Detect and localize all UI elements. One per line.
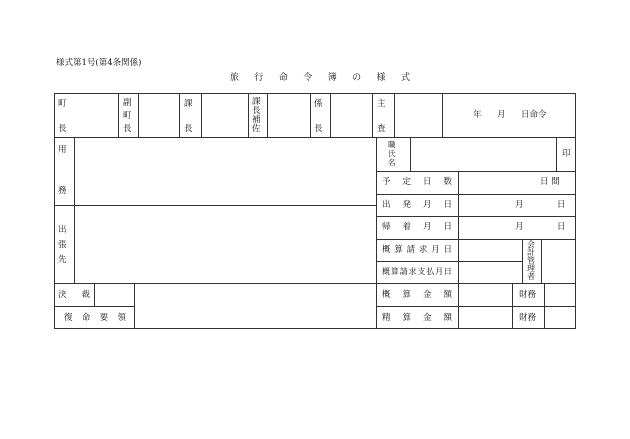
zaimu-left bbox=[512, 283, 513, 329]
hdr-div bbox=[394, 93, 395, 137]
gs-char: 請 bbox=[406, 245, 416, 255]
gs-char: 月 bbox=[431, 245, 440, 255]
r-row bbox=[376, 194, 576, 195]
header-bottom-line bbox=[54, 137, 576, 138]
title-char: 簿 bbox=[327, 73, 337, 83]
hdr-div bbox=[118, 93, 119, 137]
title-char: 様 bbox=[376, 73, 386, 83]
kessai-div bbox=[94, 283, 95, 306]
kessai-char: 決 bbox=[58, 290, 67, 300]
gsh-char: 払 bbox=[426, 267, 435, 276]
border-right bbox=[575, 93, 576, 329]
fukumei-char: 復 bbox=[64, 313, 73, 323]
kessai-label bbox=[58, 291, 90, 300]
yomu-bottom-line bbox=[54, 205, 376, 206]
gk-char: 金 bbox=[422, 290, 432, 300]
ka-label-bottom: 長 bbox=[184, 124, 193, 134]
yotei-days-unit: 日 間 bbox=[540, 177, 560, 187]
in-div bbox=[556, 137, 557, 171]
kaikei-right bbox=[541, 239, 542, 283]
gsh-char: 月 bbox=[435, 267, 444, 276]
hdr-div bbox=[201, 93, 202, 137]
shuppatsu-month: 月 bbox=[515, 200, 524, 210]
gsh-char: 求 bbox=[408, 267, 417, 276]
r-row bbox=[376, 239, 576, 240]
zaimu-label: 財務 bbox=[519, 290, 537, 300]
shuppatsu-label bbox=[382, 201, 452, 210]
travel-order-form bbox=[54, 93, 576, 329]
kaikei-label: 理 bbox=[527, 264, 535, 273]
left-lower-line bbox=[54, 283, 576, 284]
yomu-label: 務 bbox=[58, 186, 67, 196]
shucho-label: 張 bbox=[58, 240, 67, 250]
seal-label: 印 bbox=[562, 149, 571, 159]
kessai-row-line bbox=[54, 306, 134, 307]
r-row bbox=[376, 306, 576, 307]
yotei-char: 数 bbox=[443, 177, 452, 187]
zaimu-right bbox=[544, 283, 545, 329]
gsh-char: 算 bbox=[390, 267, 399, 276]
shucho-label: 出 bbox=[58, 225, 67, 235]
hdr-div bbox=[248, 93, 249, 137]
sk-char: 精 bbox=[382, 313, 391, 323]
left-body-right bbox=[134, 283, 135, 329]
kichaku-label bbox=[382, 223, 452, 232]
sk-char: 額 bbox=[443, 313, 452, 323]
r-row bbox=[376, 216, 576, 217]
gaisan-shiharai-label bbox=[382, 268, 452, 276]
title-char: 令 bbox=[303, 73, 313, 83]
gaisan-seikyu-label bbox=[382, 246, 452, 255]
yomu-label: 用 bbox=[58, 145, 67, 155]
r-row bbox=[376, 171, 576, 172]
shuppatsu-char: 出 bbox=[382, 200, 391, 210]
shokushi-label: 氏 bbox=[388, 149, 396, 158]
hosa-label: 課 bbox=[252, 97, 261, 107]
zaimu-label: 財務 bbox=[519, 313, 537, 323]
shusa-label-top: 主 bbox=[377, 99, 386, 109]
machi-label-bottom: 長 bbox=[58, 124, 67, 134]
border-bottom bbox=[54, 328, 576, 329]
kaikei-label: 管 bbox=[527, 256, 535, 265]
hdr-div bbox=[372, 93, 373, 137]
shusa-label-bottom: 査 bbox=[377, 124, 386, 134]
gs-char: 算 bbox=[394, 245, 403, 255]
gs-char: 日 bbox=[443, 245, 452, 255]
machi-label-top: 町 bbox=[58, 99, 67, 109]
fukumei-label bbox=[64, 314, 126, 323]
hdr-div bbox=[267, 93, 268, 137]
shuppatsu-char: 日 bbox=[443, 200, 452, 210]
fuku-label: 町 bbox=[123, 111, 132, 121]
form-title bbox=[230, 70, 410, 83]
gs-char: 求 bbox=[418, 245, 428, 255]
kessai-char: 裁 bbox=[81, 290, 90, 300]
date-year: 年 bbox=[473, 110, 482, 120]
hdr-div bbox=[310, 93, 311, 137]
hdr-div bbox=[330, 93, 331, 137]
yotei-char: 日 bbox=[422, 177, 432, 187]
shokushi-label: 職 bbox=[388, 140, 396, 149]
shucho-label: 先 bbox=[58, 255, 67, 265]
kaikei-left bbox=[522, 239, 523, 283]
gaisan-kingaku-label bbox=[382, 291, 452, 300]
fukumei-char: 領 bbox=[117, 313, 126, 323]
sk-char: 算 bbox=[402, 313, 411, 323]
title-char: 式 bbox=[400, 73, 410, 83]
gsh-char: 支 bbox=[417, 267, 426, 276]
r-row bbox=[376, 261, 522, 262]
form-number-caption: 様式第1号(第4条関係) bbox=[56, 58, 142, 68]
shuppatsu-char: 月 bbox=[422, 200, 432, 210]
hdr-div bbox=[442, 93, 443, 137]
hosa-label: 長 bbox=[252, 106, 261, 116]
yotei-char: 予 bbox=[382, 177, 391, 187]
hosa-label: 佐 bbox=[252, 124, 261, 134]
left-label-div bbox=[74, 137, 75, 283]
date-month: 月 bbox=[497, 110, 506, 120]
date-day-order: 日命令 bbox=[521, 110, 547, 120]
title-char: 命 bbox=[278, 73, 288, 83]
border-top bbox=[54, 93, 576, 94]
kaikei-label: 計 bbox=[527, 248, 535, 257]
kichaku-char: 帰 bbox=[382, 222, 391, 232]
kakari-label-top: 係 bbox=[314, 99, 323, 109]
kaikei-label: 者 bbox=[527, 272, 535, 281]
shuppatsu-char: 発 bbox=[402, 200, 411, 210]
gsh-char: 日 bbox=[443, 267, 452, 276]
gsh-char: 概 bbox=[382, 267, 390, 276]
yotei-label bbox=[382, 178, 452, 187]
right-section-left bbox=[376, 137, 377, 329]
gsh-char: 請 bbox=[399, 267, 408, 276]
hdr-div bbox=[138, 93, 139, 137]
shuppatsu-day: 日 bbox=[557, 200, 566, 210]
kaikei-label: 会 bbox=[527, 240, 535, 249]
kichaku-char: 着 bbox=[402, 222, 411, 232]
gs-char: 概 bbox=[382, 245, 391, 255]
title-char: の bbox=[352, 73, 362, 83]
fuku-label: 副 bbox=[123, 98, 132, 108]
fukumei-char: 要 bbox=[99, 313, 109, 323]
hosa-label: 補 bbox=[252, 115, 261, 125]
kakari-label-bottom: 長 bbox=[314, 124, 323, 134]
fuku-label: 長 bbox=[123, 124, 132, 134]
yotei-char: 定 bbox=[402, 177, 411, 187]
gk-char: 概 bbox=[382, 290, 391, 300]
kichaku-char: 日 bbox=[443, 222, 452, 232]
seisan-kingaku-label bbox=[382, 314, 452, 323]
sk-char: 金 bbox=[422, 313, 432, 323]
shokushi-label-div bbox=[410, 137, 411, 171]
gk-char: 額 bbox=[443, 290, 452, 300]
fukumei-char: 命 bbox=[81, 313, 91, 323]
ka-label-top: 課 bbox=[184, 99, 193, 109]
gk-char: 算 bbox=[402, 290, 411, 300]
title-char: 行 bbox=[254, 73, 264, 83]
title-char: 旅 bbox=[230, 73, 240, 83]
border-left bbox=[54, 93, 55, 329]
hdr-div bbox=[179, 93, 180, 137]
shokushi-label: 名 bbox=[388, 158, 396, 167]
kichaku-day: 日 bbox=[557, 222, 566, 232]
kichaku-month: 月 bbox=[515, 222, 524, 232]
kichaku-char: 月 bbox=[422, 222, 432, 232]
